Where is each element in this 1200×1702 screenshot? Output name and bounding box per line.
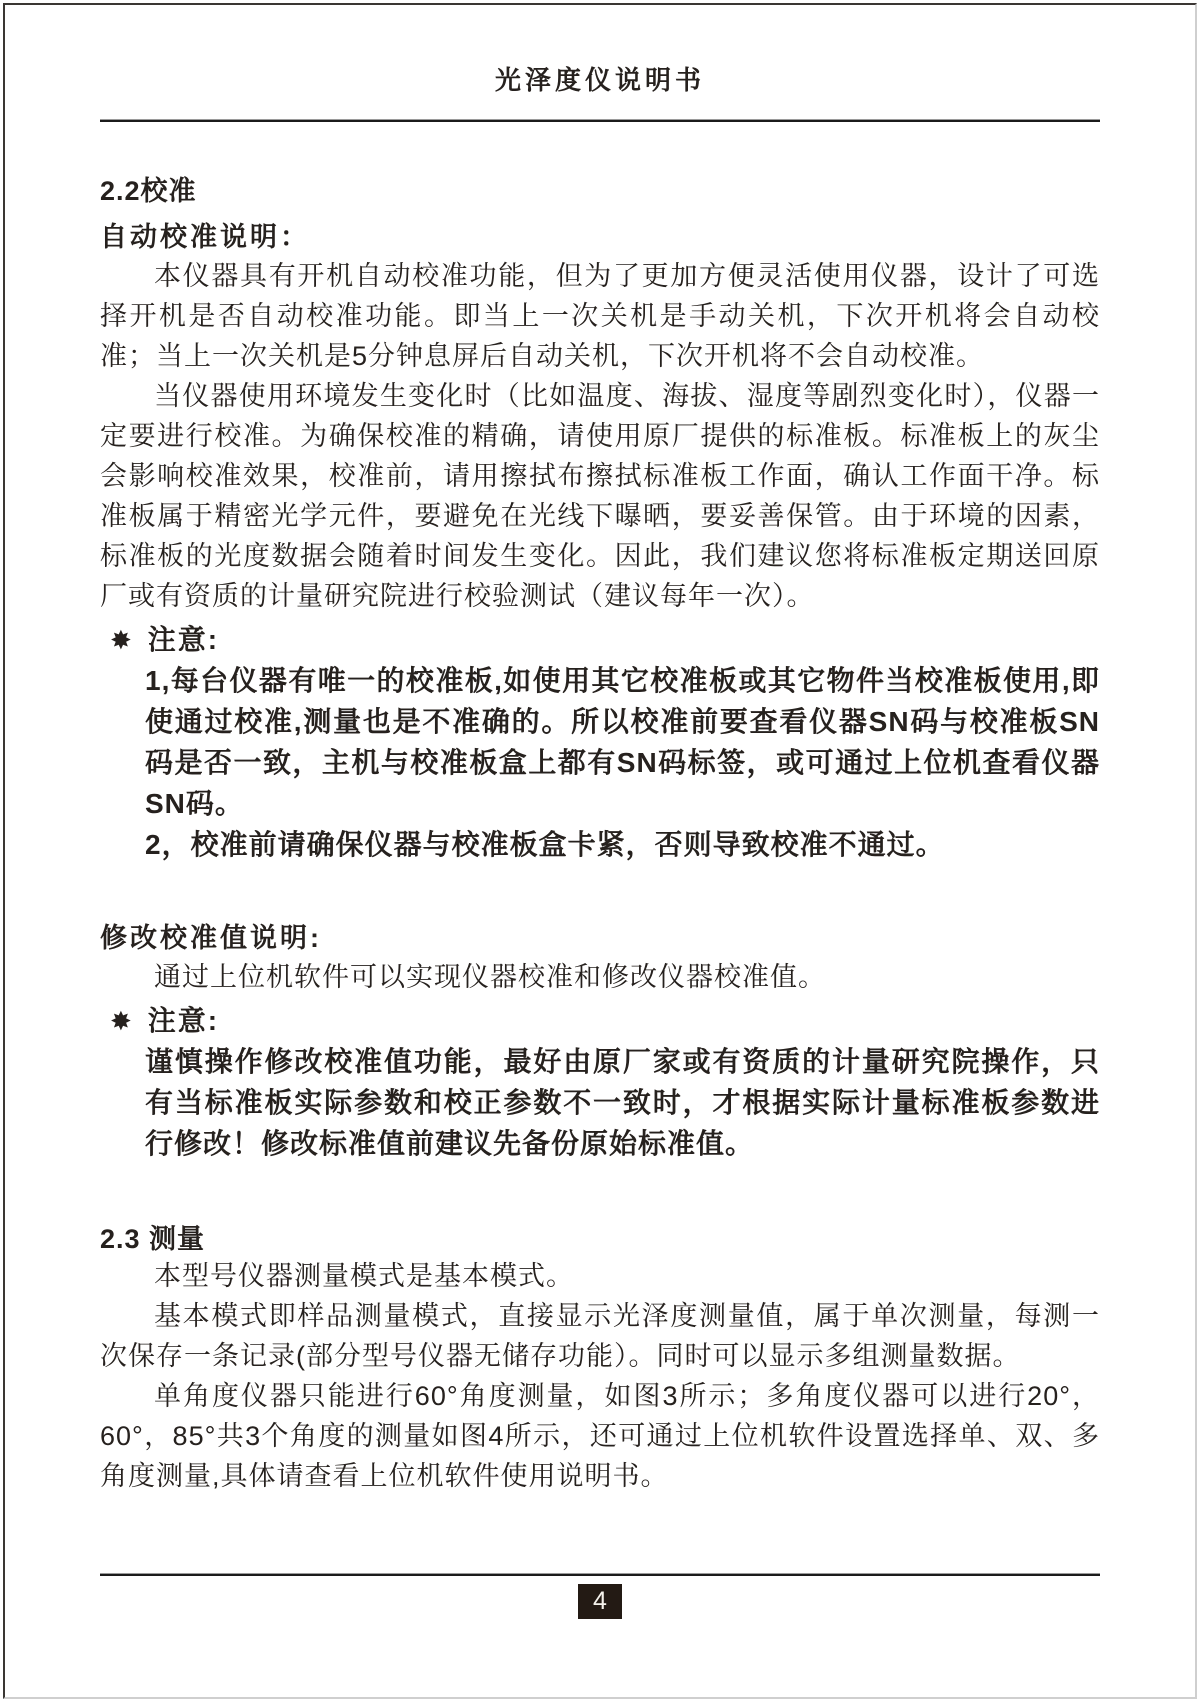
- note-body: [145, 660, 1100, 865]
- section-2-3-heading: 2.3 测量: [100, 1224, 206, 1254]
- calibration-note: [100, 620, 1100, 865]
- note-label: 注意:: [147, 1005, 220, 1036]
- auto-calibration-paragraph-2: 当仪器使用环境发生变化时（比如温度、海拔、湿度等剧烈变化时），仪器一定要进行校准。为确保校准的精确，请使用原厂提供的标准板。标准板上的灰尘会影响校准效果，校准前，请用擦拭布擦拭标准板工作面，确认工作面干净。标准板属于精密光学元件，要避免在光线下曝晒，要妥善保管。由于环境的因素，标准板的光度数据会随着时间发生变化。因此，我们建议您将标准板定期送回原厂或有资质的计量研究院进行校验测试（建议每年一次）。: [100, 381, 1100, 611]
- note-body: [145, 1041, 1100, 1164]
- modify-calibration-label: 修改校准值说明:: [100, 923, 322, 953]
- measurement-paragraph-1: 本型号仪器测量模式是基本模式。: [154, 1261, 574, 1291]
- star-icon: ✸: [110, 625, 132, 655]
- note-header: [110, 1001, 1100, 1041]
- doc-title: 光泽度仪说明书: [494, 65, 705, 95]
- modify-note: [100, 1001, 1100, 1164]
- modify-calibration-paragraph: 通过上位机软件可以实现仪器校准和修改仪器校准值。: [154, 962, 826, 992]
- footer-rule: [100, 1573, 1100, 1576]
- page-number: 4: [593, 1587, 607, 1615]
- page-content: [0, 62, 1200, 1496]
- page-number-badge: [578, 1584, 622, 1619]
- measurement-paragraph-3: 单角度仪器只能进行60°角度测量，如图3所示；多角度仪器可以进行20°，60°，85°共3个角度的测量如图4所示，还可通过上位机软件设置选择单、双、多角度测量,具体请查看上位机软件使用说明书。: [100, 1381, 1100, 1491]
- note-label: 注意:: [147, 624, 220, 655]
- star-icon: ✸: [110, 1006, 132, 1036]
- section-2-2-heading: 2.2校准: [100, 176, 197, 206]
- note-header: [110, 620, 1100, 660]
- auto-calibration-paragraph-1: 本仪器具有开机自动校准功能，但为了更加方便灵活使用仪器，设计了可选择开机是否自动校准功能。即当上一次关机是手动关机，下次开机将会自动校准；当上一次关机是5分钟息屏后自动关机，下次开机将不会自动校准。: [100, 261, 1100, 371]
- auto-calibration-label: 自动校准说明：: [100, 222, 310, 252]
- header-rule: [100, 119, 1100, 122]
- note-item-1: 谨慎操作修改校准值功能，最好由原厂家或有资质的计量研究院操作，只有当标准板实际参数和校正参数不一致时，才根据实际计量标准板参数进行修改！修改标准值前建议先备份原始标准值。: [145, 1046, 1100, 1159]
- note-item-2: 2，校准前请确保仪器与校准板盒卡紧，否则导致校准不通过。: [145, 829, 945, 860]
- measurement-paragraph-2: 基本模式即样品测量模式，直接显示光泽度测量值，属于单次测量，每测一次保存一条记录(部分型号仪器无储存功能）。同时可以显示多组测量数据。: [100, 1301, 1100, 1371]
- page-footer: [100, 1573, 1100, 1615]
- note-item-1: 1,每台仪器有唯一的校准板,如使用其它校准板或其它物件当校准板使用,即使通过校准,测量也是不准确的。所以校准前要查看仪器SN码与校准板SN码是否一致，主机与校准板盒上都有SN码标签，或可通过上位机查看仪器SN码。: [145, 665, 1100, 819]
